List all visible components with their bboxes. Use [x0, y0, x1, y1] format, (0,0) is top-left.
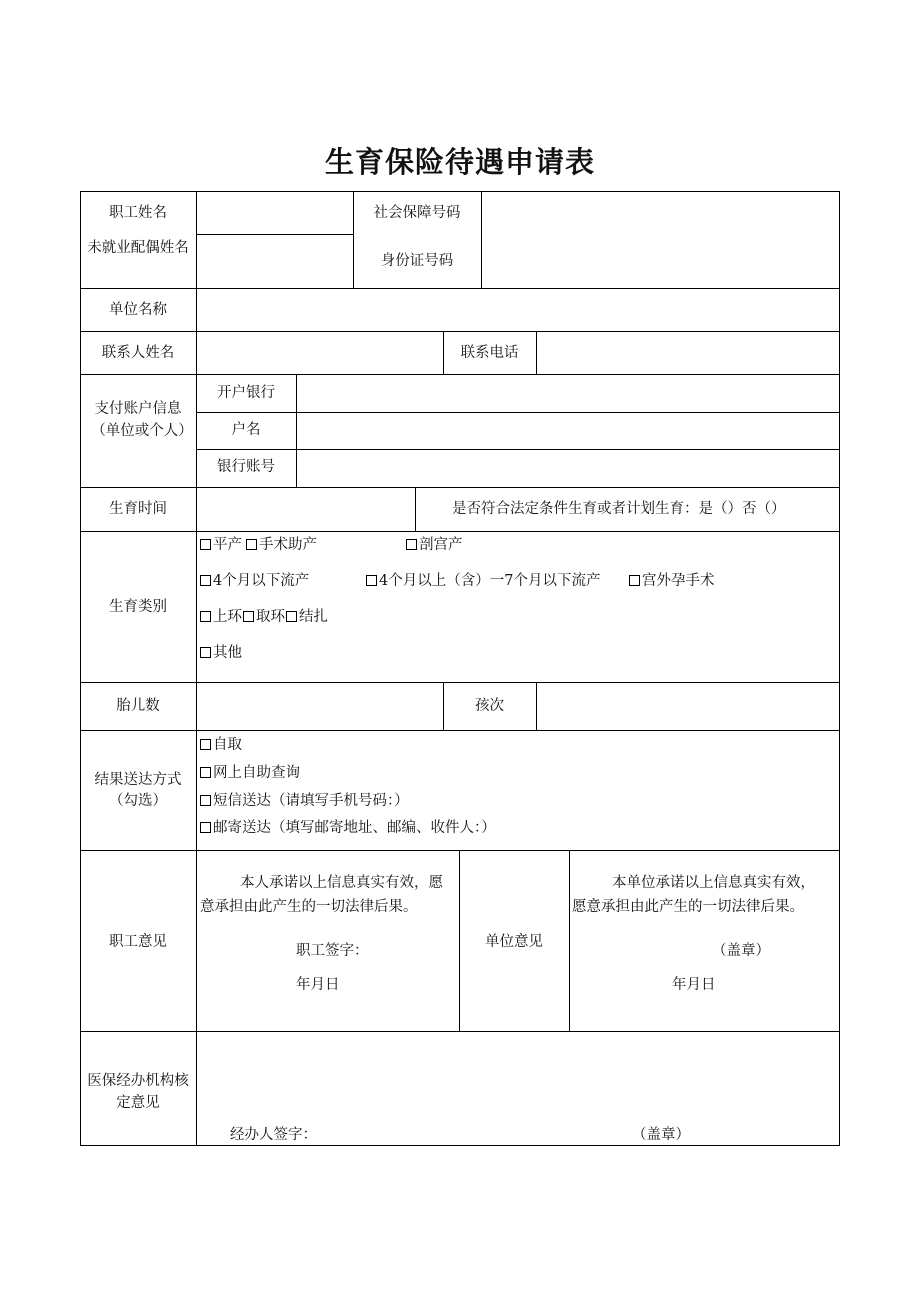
checkbox-icon[interactable] — [200, 575, 211, 586]
agency-seal-label: （盖章） — [632, 1127, 690, 1143]
unit-commitment-line2: 愿意承担由此产生的一切法律后果。 — [572, 899, 804, 915]
spouse-name-label: 未就业配偶姓名 — [87, 240, 189, 256]
checkbox-icon[interactable] — [200, 822, 211, 833]
row-line — [80, 682, 840, 683]
row-line — [80, 288, 840, 289]
child-order-label: 孩次 — [475, 698, 504, 714]
col-line — [296, 374, 297, 487]
unit-name-field[interactable] — [198, 291, 837, 329]
unit-date-label: 年月日 — [672, 977, 716, 993]
col-line — [536, 331, 537, 374]
checkbox-icon[interactable] — [200, 739, 211, 750]
delivery-option-self-pickup[interactable]: 自取 — [200, 735, 242, 755]
checkbox-icon[interactable] — [243, 611, 254, 622]
delivery-option-online[interactable]: 网上自助查询 — [200, 763, 300, 783]
checkbox-icon[interactable] — [200, 647, 211, 658]
agency-opinion-label-line1: 医保经办机构核 — [87, 1073, 189, 1089]
birth-type-option-iud-remove[interactable]: 取环 — [243, 607, 285, 627]
row-line — [80, 1031, 840, 1032]
unit-seal-label: （盖章） — [712, 943, 770, 959]
account-number-label: 银行账号 — [217, 459, 275, 475]
col-line — [569, 850, 570, 1031]
birth-type-option-other[interactable]: 其他 — [200, 643, 242, 663]
checkbox-icon[interactable] — [629, 575, 640, 586]
checkbox-icon[interactable] — [406, 539, 417, 550]
row-line — [80, 374, 840, 375]
birth-type-option-ligation[interactable]: 结扎 — [286, 607, 328, 627]
child-order-field[interactable] — [538, 685, 837, 728]
employee-date-label: 年月日 — [296, 977, 340, 993]
application-form-table — [80, 191, 840, 1146]
form-title: 生育保险待遇申请表 — [324, 145, 595, 179]
delivery-option-mail[interactable]: 邮寄送达（填写邮寄地址、邮编、收件人：） — [200, 818, 496, 838]
birth-type-option-assisted[interactable]: 手术助产 — [246, 535, 317, 555]
employee-commitment-line2: 意承担由此产生的一切法律后果。 — [200, 899, 418, 915]
table-border-right — [839, 191, 840, 1146]
checkbox-icon[interactable] — [286, 611, 297, 622]
handler-signature-label: 经办人签字： — [230, 1127, 317, 1143]
delivery-method-sublabel: （勾选） — [109, 793, 167, 809]
row-line — [80, 850, 840, 851]
employee-commitment-line1: 本人承诺以上信息真实有效，愿 — [240, 875, 443, 891]
birth-time-field[interactable] — [198, 490, 413, 529]
table-border-top — [80, 191, 840, 192]
fetus-count-field[interactable] — [198, 685, 441, 728]
legal-birth-question: 是否符合法定条件生育或者计划生育：是（）否（） — [452, 501, 786, 517]
row-line — [80, 487, 840, 488]
table-border-bottom — [80, 1145, 840, 1146]
row-line — [80, 531, 840, 532]
contact-phone-label: 联系电话 — [460, 345, 519, 361]
id-number-field[interactable] — [483, 193, 837, 285]
employee-signature-label: 职工签字： — [296, 943, 369, 959]
birth-type-option-normal[interactable]: 平产 — [200, 535, 242, 555]
col-line — [536, 682, 537, 730]
birth-type-label: 生育类别 — [109, 599, 167, 615]
contact-name-label: 联系人姓名 — [101, 345, 175, 361]
checkbox-icon[interactable] — [200, 611, 211, 622]
checkbox-icon[interactable] — [200, 795, 211, 806]
row-line — [80, 730, 840, 731]
account-name-field[interactable] — [298, 415, 837, 447]
spouse-name-field[interactable] — [198, 237, 351, 285]
delivery-method-label: 结果送达方式 — [94, 772, 182, 788]
checkbox-icon[interactable] — [366, 575, 377, 586]
col-line — [481, 191, 482, 288]
unit-name-label: 单位名称 — [109, 302, 167, 318]
unit-opinion-label: 单位意见 — [485, 934, 543, 950]
birth-type-option-cesarean[interactable]: 剖宫产 — [406, 535, 463, 555]
employee-name-field[interactable] — [198, 193, 351, 231]
checkbox-icon[interactable] — [200, 539, 211, 550]
id-number-label: 身份证号码 — [380, 253, 454, 269]
contact-name-field[interactable] — [198, 334, 441, 372]
row-line — [196, 412, 840, 413]
birth-type-option-iud-insert[interactable]: 上环 — [200, 607, 242, 627]
account-name-label: 户名 — [231, 422, 261, 438]
row-line — [80, 331, 840, 332]
birth-type-option-4to7[interactable]: 4个月以上（含）一7个月以下流产 — [366, 571, 600, 591]
bank-field[interactable] — [298, 377, 837, 410]
contact-phone-field[interactable] — [538, 334, 837, 372]
employee-opinion-label: 职工意见 — [109, 934, 167, 950]
birth-time-label: 生育时间 — [109, 501, 167, 517]
fetus-count-label: 胎儿数 — [116, 698, 160, 714]
row-line — [196, 234, 353, 235]
payment-info-label: 支付账户信息 — [94, 401, 182, 417]
col-line — [415, 487, 416, 531]
employee-name-label: 职工姓名 — [109, 205, 167, 221]
social-security-label: 社会保障号码 — [373, 205, 461, 221]
row-line — [196, 449, 840, 450]
table-border-left — [80, 191, 81, 1146]
payment-info-sublabel: （单位或个人） — [91, 423, 193, 439]
birth-type-option-ectopic[interactable]: 宫外孕手术 — [629, 571, 715, 591]
checkbox-icon[interactable] — [246, 539, 257, 550]
checkbox-icon[interactable] — [200, 767, 211, 778]
agency-opinion-label-line2: 定意见 — [116, 1095, 160, 1111]
bank-label: 开户银行 — [217, 385, 275, 401]
unit-commitment-line1: 本单位承诺以上信息真实有效， — [612, 875, 815, 891]
account-number-field[interactable] — [298, 452, 837, 485]
birth-type-option-under4[interactable]: 4个月以下流产 — [200, 571, 309, 591]
delivery-option-sms[interactable]: 短信送达（请填写手机号码：） — [200, 791, 409, 811]
label-column-divider — [196, 191, 197, 1146]
